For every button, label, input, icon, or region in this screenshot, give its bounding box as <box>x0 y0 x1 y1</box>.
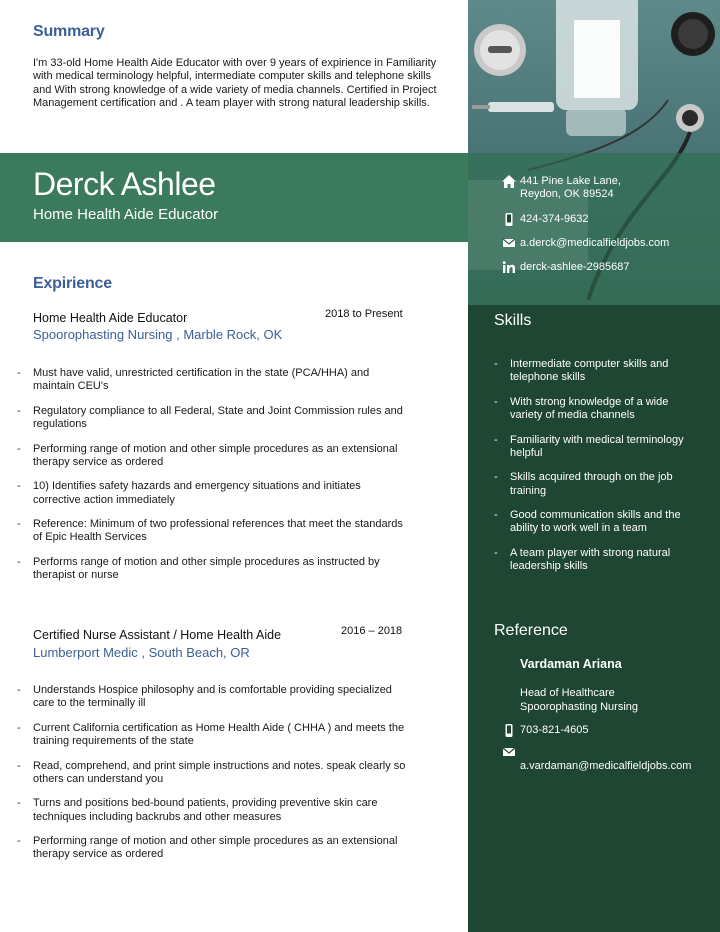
summary-text: I'm 33-old Home Health Aide Educator with over 9 years of expirience in Familiarity with medical terminology helpful, intermediate computer skills and telephone skills and With strong knowledge of a wide variety of media channels. Certified in Project Management certification and . A team player with strong natural leadership skills. <box>33 57 437 110</box>
reference-phone-text[interactable]: 703-821-4605 <box>520 724 589 736</box>
candidate-name: Derck Ashlee <box>33 166 216 202</box>
list-item: - Understands Hospice philosophy and is comfortable providing specialized care to the terminally ill <box>0 684 410 710</box>
linkedin-text[interactable]: derck-ashlee-2985687 <box>520 261 630 273</box>
list-item: - Must have valid, unrestricted certification in the state (PCA/HHA) and maintain CEU's <box>0 367 410 393</box>
job-company: Lumberport Medic , South Beach, OR <box>33 645 250 660</box>
candidate-role: Home Health Aide Educator <box>33 206 219 223</box>
list-item: - Skills acquired through on the job training <box>494 471 694 497</box>
list-item: - Reference: Minimum of two professional references that meet the standards of Epic Health Services <box>0 518 410 544</box>
list-item: - Performing range of motion and other simple procedures as an extensional therapy service as ordered <box>0 835 410 861</box>
home-icon <box>502 175 516 192</box>
list-item: - Turns and positions bed-bound patients, providing preventive skin care techniques including backrubs and other measures <box>0 797 410 823</box>
job-title: Certified Nurse Assistant / Home Health Aide <box>33 628 282 642</box>
list-item: - Familiarity with medical terminology helpful <box>494 434 694 460</box>
address-line1: 441 Pine Lake Lane, <box>520 175 621 187</box>
reference-email-text[interactable]: a.vardaman@medicalfieldjobs.com <box>520 760 692 772</box>
job-bullets <box>0 684 410 873</box>
list-item: - With strong knowledge of a wide variety of media channels <box>494 396 694 422</box>
job-date: 2018 to Present <box>325 308 403 320</box>
skills-list <box>494 358 694 585</box>
experience-title: Expirience <box>33 275 112 292</box>
email-text[interactable]: a.derck@medicalfieldjobs.com <box>520 237 670 249</box>
envelope-icon <box>502 747 516 763</box>
header-photo <box>468 0 720 305</box>
reference-title: Reference <box>494 622 568 639</box>
list-item: - Intermediate computer skills and telephone skills <box>494 358 694 384</box>
job-title: Home Health Aide Educator <box>33 311 188 325</box>
skills-title: Skills <box>494 312 532 329</box>
list-item: - A team player with strong natural leadership skills <box>494 547 694 573</box>
address-line2: Reydon, OK 89524 <box>520 188 614 201</box>
reference-role <box>520 686 700 714</box>
reference-name: Vardaman Ariana <box>520 657 622 671</box>
list-item: - Performing range of motion and other simple procedures as an extensional therapy service as ordered <box>0 443 410 469</box>
list-item: - Current California certification as Home Health Aide ( CHHA ) and meets the training requirements of the state <box>0 722 410 748</box>
envelope-icon <box>502 237 516 253</box>
list-item: - Read, comprehend, and print simple instructions and notes. speak clearly so others can understand you <box>0 760 410 786</box>
list-item: - Good communication skills and the ability to work well in a team <box>494 509 694 535</box>
job-company: Spoorophasting Nursing , Marble Rock, OK <box>33 327 283 342</box>
job-date: 2016 – 2018 <box>341 625 403 637</box>
phone-text[interactable]: 424-374-9632 <box>520 213 589 225</box>
reference-role-line1: Head of Healthcare <box>520 687 615 699</box>
mobile-phone-icon <box>502 724 516 741</box>
reference-role-line2: Spoorophasting Nursing <box>520 701 639 713</box>
list-item: - Regulatory compliance to all Federal, State and Joint Commission rules and regulations <box>0 405 410 431</box>
list-item: - 10) Identifies safety hazards and emergency situations and initiates corrective action immediately <box>0 480 410 506</box>
summary-title: Summary <box>33 23 105 40</box>
job-bullets <box>0 367 410 594</box>
mobile-phone-icon <box>502 213 516 230</box>
linkedin-icon <box>502 261 516 277</box>
list-item: - Performs range of motion and other simple procedures as instructed by therapist or nurse <box>0 556 410 582</box>
